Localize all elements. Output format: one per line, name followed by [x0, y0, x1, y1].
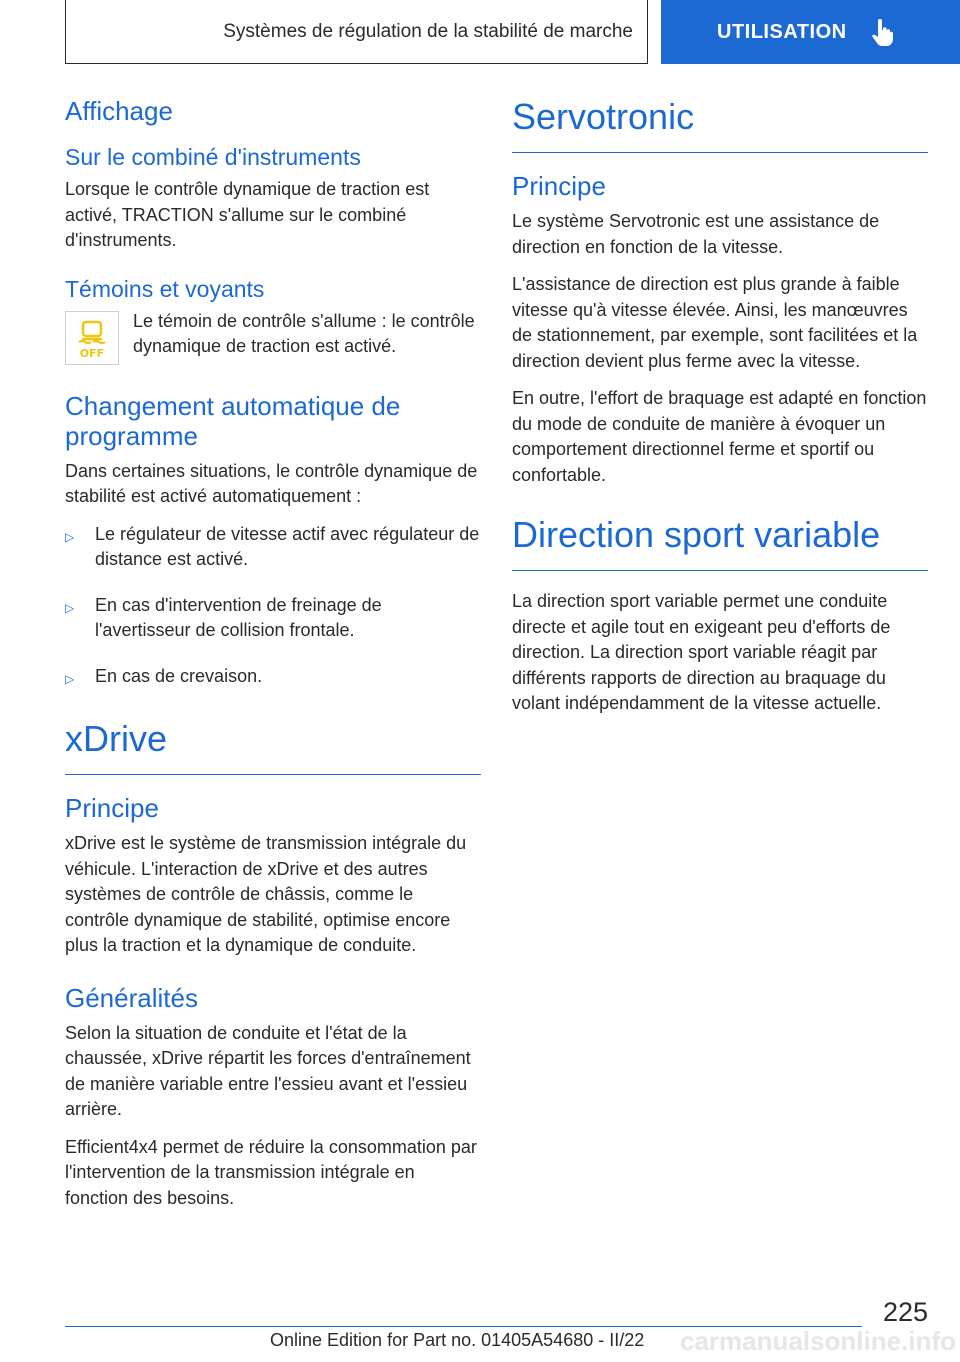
list-item: ▷ En cas d'intervention de freinage de l'avertisseur de collision frontale.	[65, 593, 481, 644]
direction-text: La direction sport variable permet une conduite directe et agile tout en exigeant peu d'efforts de direction. La direction sport variable réagit par différents rapports de direction au braquage du volant indépendamment de la vitesse actuelle.	[512, 591, 891, 713]
section-direction	[512, 514, 928, 717]
list-item: ▷ Le régulateur de vitesse actif avec régulateur de distance est activé.	[65, 522, 481, 573]
heading-generalites: Généralités	[65, 982, 198, 1013]
servotronic-text-2: L'assistance de direction est plus grande à faible vitesse qu'à vitesse élevée. Ainsi, les manœuvres de stationnement, par exemple, sont facilitées et la direction devient plus ferme avec la vitesse.	[512, 274, 918, 371]
heading-xdrive: xDrive	[65, 718, 481, 775]
watermark: carmanualsonline.info	[680, 1326, 956, 1356]
pointing-hand-icon	[871, 18, 895, 46]
list-item: ▷ En cas de crevaison.	[65, 664, 481, 693]
xdrive-principe-text: xDrive est le système de transmission intégrale du véhicule. L'interaction de xDrive et des autres systèmes de contrôle de châssis, comme le contrôle dynamique de stabilité, optimise encore plus la traction et la dynamique de conduite.	[65, 833, 467, 955]
heading-servotronic: Servotronic	[512, 96, 928, 153]
right-column	[512, 96, 928, 743]
svg-text:OFF: OFF	[79, 346, 105, 360]
heading-combine: Sur le combiné d'instruments	[65, 144, 361, 170]
servotronic-text-1: Le système Servotronic est une assistance de direction en fonction de la vitesse.	[512, 211, 880, 257]
section-changement	[65, 391, 481, 693]
page-number: 225	[882, 1297, 928, 1327]
temoin-text: Le témoin de contrôle s'allume : le contrôle dynamique de traction est activé.	[133, 310, 475, 356]
changement-list	[65, 522, 481, 693]
generalites-text-2: Efficient4x4 permet de réduire la consommation par l'intervention de la transmission intégrale en fonction des besoins.	[65, 1136, 477, 1208]
heading-xdrive-principe: Principe	[65, 793, 159, 823]
heading-affichage: Affichage	[65, 96, 173, 126]
chapter-tab[interactable]	[661, 0, 960, 64]
section-xdrive	[65, 718, 481, 1211]
chapter-label: UTILISATION	[717, 20, 847, 43]
edition-text: Online Edition for Part no. 01405A54680 - II/22	[270, 1330, 645, 1350]
heading-temoins: Témoins et voyants	[65, 275, 265, 302]
running-header	[65, 0, 648, 64]
triangle-bullet-icon: ▷	[65, 600, 75, 615]
traction-control-off-icon	[65, 311, 119, 365]
combine-text: Lorsque le contrôle dynamique de traction est activé, TRACTION s'allume sur le combiné d'instruments.	[65, 179, 430, 250]
left-column	[65, 96, 481, 1237]
changement-intro: Dans certaines situations, le contrôle dynamique de stabilité est activé automatiquement :	[65, 460, 478, 506]
section-servotronic	[512, 96, 928, 488]
heading-direction: Direction sport variable	[512, 514, 928, 571]
triangle-bullet-icon: ▷	[65, 671, 75, 686]
indicator-row	[65, 309, 481, 365]
triangle-bullet-icon: ▷	[65, 529, 75, 544]
heading-servotronic-principe: Principe	[512, 171, 606, 201]
section-title: Systèmes de régulation de la stabilité de marche	[223, 20, 633, 42]
section-affichage	[65, 96, 481, 365]
generalites-text-1: Selon la situation de conduite et l'état de la chaussée, xDrive répartit les forces d'entraînement de manière variable entre l'essieu avant et l'essieu arrière.	[65, 1022, 471, 1119]
heading-changement: Changement automatique de programme	[65, 390, 401, 451]
servotronic-text-3: En outre, l'effort de braquage est adapté en fonction du mode de conduite de manière à évoquer un comportement directionnel ferme et sportif ou confortable.	[512, 388, 927, 485]
